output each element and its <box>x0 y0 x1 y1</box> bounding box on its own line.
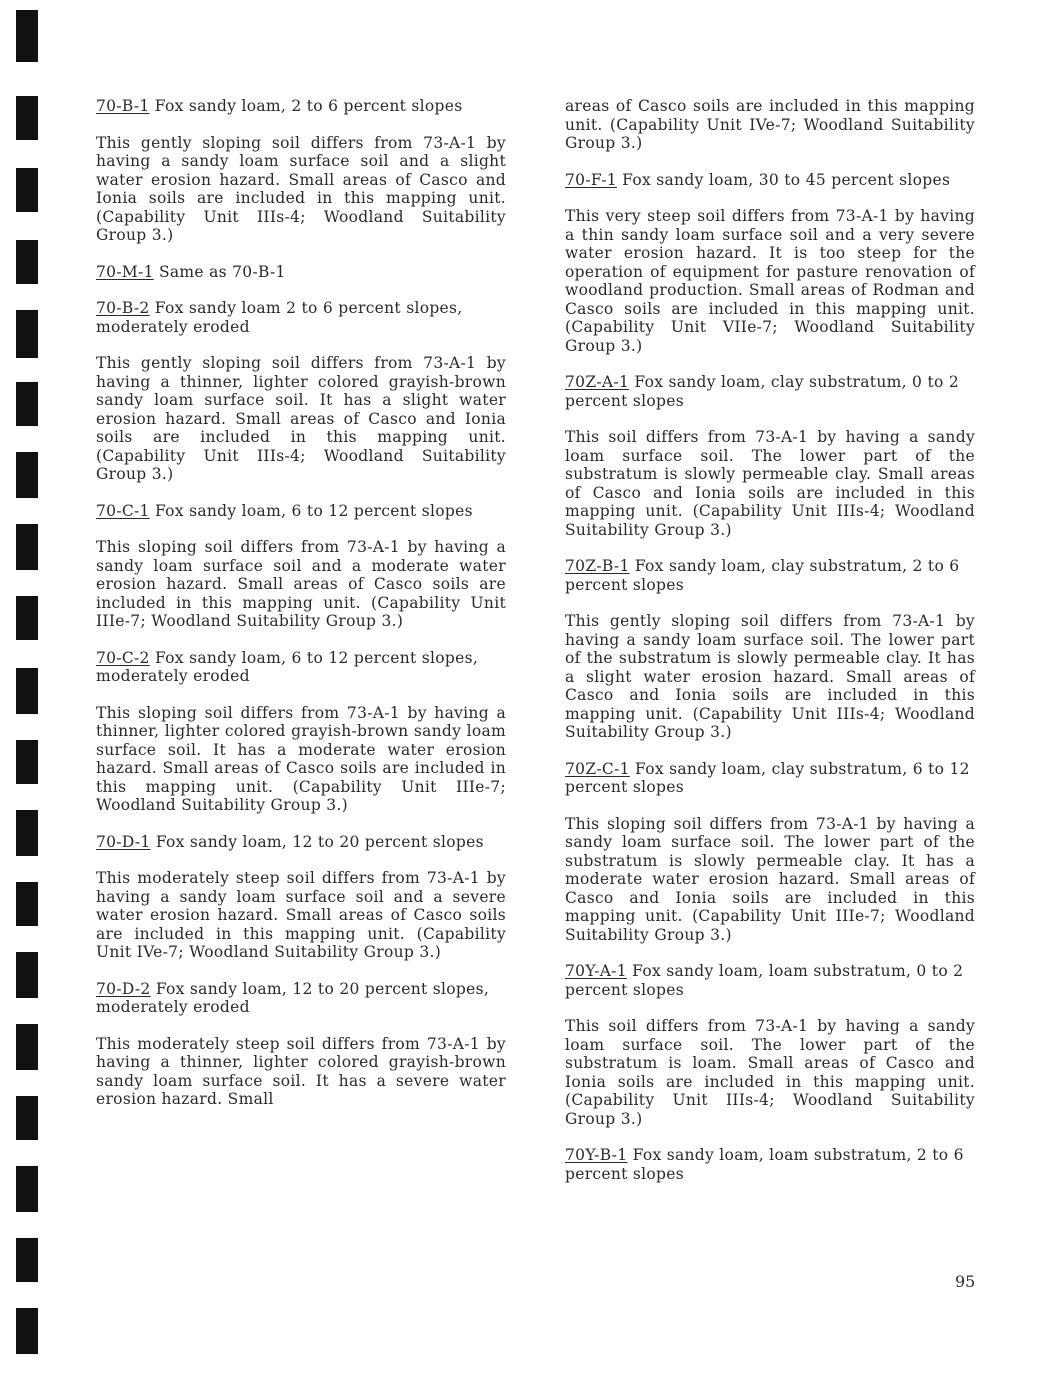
soil-entry <box>96 299 506 336</box>
entry-description: This gently sloping soil differs from 73-A-1 by having a thinner, lighter colored grayish-brown sandy loam surface soil. It has a slight water erosion hazard. Small areas of Casco and Ionia soils are included in this mapping unit. (Capability Unit IIIs-4; Woodland Suitability Group 3.) <box>96 354 506 483</box>
entry-heading <box>96 299 506 336</box>
entry-description: areas of Casco soils are included in this mapping unit. (Capability Unit IVe-7; Woodland Suitability Group 3.) <box>565 97 975 152</box>
entry-heading <box>96 263 506 282</box>
entry-description: This sloping soil differs from 73-A-1 by having a sandy loam surface soil and a moderate water erosion hazard. Small areas of Casco soils are included in this mapping unit. (Capability Unit IIIe-7; Woodland Suitability Group 3.) <box>96 538 506 630</box>
map-unit-title: Fox sandy loam, 6 to 12 percent slopes, moderately eroded <box>96 648 479 685</box>
entry-description: This sloping soil differs from 73-A-1 by having a sandy loam surface soil. The lower part of the substratum is slowly permeable clay. It has a moderate water erosion hazard. Small areas of Casco and Ionia soils are included in this mapping unit. (Capability Unit IIIe-7; Woodland Suitability Group 3.) <box>565 814 975 944</box>
soil-entry <box>96 980 506 1017</box>
map-unit-code: 70-B-1 <box>96 97 150 115</box>
entry-heading <box>565 373 975 410</box>
map-unit-title: Fox sandy loam 2 to 6 percent slopes, moderately eroded <box>96 299 463 336</box>
binding-mark <box>16 1238 38 1282</box>
left-column <box>96 97 506 1127</box>
binding-mark <box>16 10 38 62</box>
entry-heading <box>96 97 506 116</box>
binding-mark <box>16 810 38 856</box>
map-unit-title: Same as 70-B-1 <box>158 262 286 281</box>
map-unit-code: 70Y-A-1 <box>565 962 627 980</box>
soil-entry <box>96 502 506 521</box>
entry-heading <box>565 1146 975 1183</box>
map-unit-code: 70-C-1 <box>96 501 150 520</box>
map-unit-title: Fox sandy loam, 12 to 20 percent slopes, moderately eroded <box>96 979 490 1016</box>
binding-mark <box>16 596 38 640</box>
binding-mark <box>16 168 38 212</box>
map-unit-code: 70Y-B-1 <box>565 1146 628 1164</box>
map-unit-title: Fox sandy loam, 12 to 20 percent slopes <box>155 832 484 851</box>
map-unit-title: Fox sandy loam, 6 to 12 percent slopes <box>154 501 473 520</box>
map-unit-title: Fox sandy loam, 30 to 45 percent slopes <box>622 170 951 189</box>
binding-mark <box>16 310 38 358</box>
soil-entry <box>565 760 975 797</box>
binding-mark <box>16 882 38 926</box>
entry-description: This sloping soil differs from 73-A-1 by having a thinner, lighter colored grayish-brown sandy loam surface soil. It has a moderate water erosion hazard. Small areas of Casco soils are included in this mapping unit. (Capability Unit IIIe-7; Woodland Suitability Group 3.) <box>96 703 506 814</box>
map-unit-code: 70-D-2 <box>96 979 151 998</box>
entry-description: This soil differs from 73-A-1 by having a sandy loam surface soil. The lower part of the substratum is slowly permeable clay. Small areas of Casco and Ionia soils are included in this mapping unit. (Capability Unit IIIs-4; Woodland Suitability Group 3.) <box>565 428 975 539</box>
binding-mark <box>16 96 38 140</box>
entry-description: This gently sloping soil differs from 73-A-1 by having a sandy loam surface soil and a slight water erosion hazard. Small areas of Casco and Ionia soils are included in this mapping unit. (Capability Unit IIIs-4; Woodland Suitability Group 3.) <box>96 133 506 244</box>
soil-entry <box>96 97 506 116</box>
binding-mark <box>16 740 38 784</box>
soil-entry <box>96 263 506 282</box>
binding-mark <box>16 1308 38 1354</box>
entry-heading <box>565 760 975 797</box>
entry-heading <box>565 557 975 594</box>
binding-mark <box>16 382 38 426</box>
entry-heading <box>96 649 506 686</box>
binding-mark <box>16 1024 38 1070</box>
map-unit-title: Fox sandy loam, 2 to 6 percent slopes <box>154 97 463 115</box>
map-unit-title: Fox sandy loam, clay substratum, 6 to 12 percent slopes <box>565 759 970 796</box>
entry-heading <box>565 171 975 190</box>
entry-heading <box>96 980 506 1017</box>
soil-entry <box>565 1146 975 1183</box>
entry-heading <box>565 962 975 999</box>
map-unit-code: 70Z-C-1 <box>565 759 630 778</box>
binding-mark <box>16 240 38 284</box>
soil-entry <box>565 373 975 410</box>
map-unit-code: 70Z-A-1 <box>565 373 630 391</box>
entry-heading <box>96 833 506 852</box>
page-number: 95 <box>955 1272 976 1291</box>
right-column <box>565 97 975 1201</box>
binding-mark <box>16 1096 38 1140</box>
soil-entry <box>565 557 975 594</box>
map-unit-code: 70Z-B-1 <box>565 557 630 575</box>
soil-entry <box>565 962 975 999</box>
map-unit-code: 70-B-2 <box>96 299 150 317</box>
binding-mark <box>16 952 38 998</box>
map-unit-title: Fox sandy loam, loam substratum, 0 to 2 percent slopes <box>565 962 964 999</box>
entry-heading <box>96 502 506 521</box>
entry-description: This soil differs from 73-A-1 by having a sandy loam surface soil. The lower part of the substratum is loam. Small areas of Casco and Ionia soils are included in this mapping unit. (Capability Unit IIIs-4; Woodland Suitability Group 3.) <box>565 1017 975 1128</box>
soil-entry <box>96 649 506 686</box>
binding-mark <box>16 524 38 570</box>
binding-mark <box>16 452 38 498</box>
map-unit-code: 70-M-1 <box>96 262 154 281</box>
entry-description: This moderately steep soil differs from 73-A-1 by having a sandy loam surface soil and a severe water erosion hazard. Small areas of Casco soils are included in this mapping unit. (Capability Unit IVe-7; Woodland Suitability Group 3.) <box>96 869 506 961</box>
entry-description: This gently sloping soil differs from 73-A-1 by having a sandy loam surface soil. The lower part of the substratum is slowly permeable clay. It has a slight water erosion hazard. Small areas of Casco and Ionia soils are included in this mapping unit. (Capability Unit IIIs-4; Woodland Suitability Group 3.) <box>565 612 975 741</box>
soil-entry <box>565 171 975 190</box>
binding-mark <box>16 668 38 714</box>
entry-description: This very steep soil differs from 73-A-1 by having a thin sandy loam surface soil and a very severe water erosion hazard. It is too steep for the operation of equipment for pasture renovation of woodland production. Small areas of Rodman and Casco soils are included in this mapping unit. (Capability Unit VIIe-7; Woodland Suitability Group 3.) <box>565 207 975 355</box>
map-unit-title: Fox sandy loam, clay substratum, 0 to 2 percent slopes <box>565 373 959 410</box>
map-unit-code: 70-F-1 <box>565 170 617 189</box>
map-unit-title: Fox sandy loam, clay substratum, 2 to 6 percent slopes <box>565 557 960 594</box>
map-unit-title: Fox sandy loam, loam substratum, 2 to 6 percent slopes <box>565 1146 964 1183</box>
binding-mark <box>16 1166 38 1212</box>
map-unit-code: 70-C-2 <box>96 648 150 667</box>
map-unit-code: 70-D-1 <box>96 832 151 851</box>
soil-entry <box>96 833 506 852</box>
binding-margin <box>16 0 40 1380</box>
entry-description: This moderately steep soil differs from 73-A-1 by having a thinner, lighter colored grayish-brown sandy loam surface soil. It has a severe water erosion hazard. Small <box>96 1034 506 1108</box>
